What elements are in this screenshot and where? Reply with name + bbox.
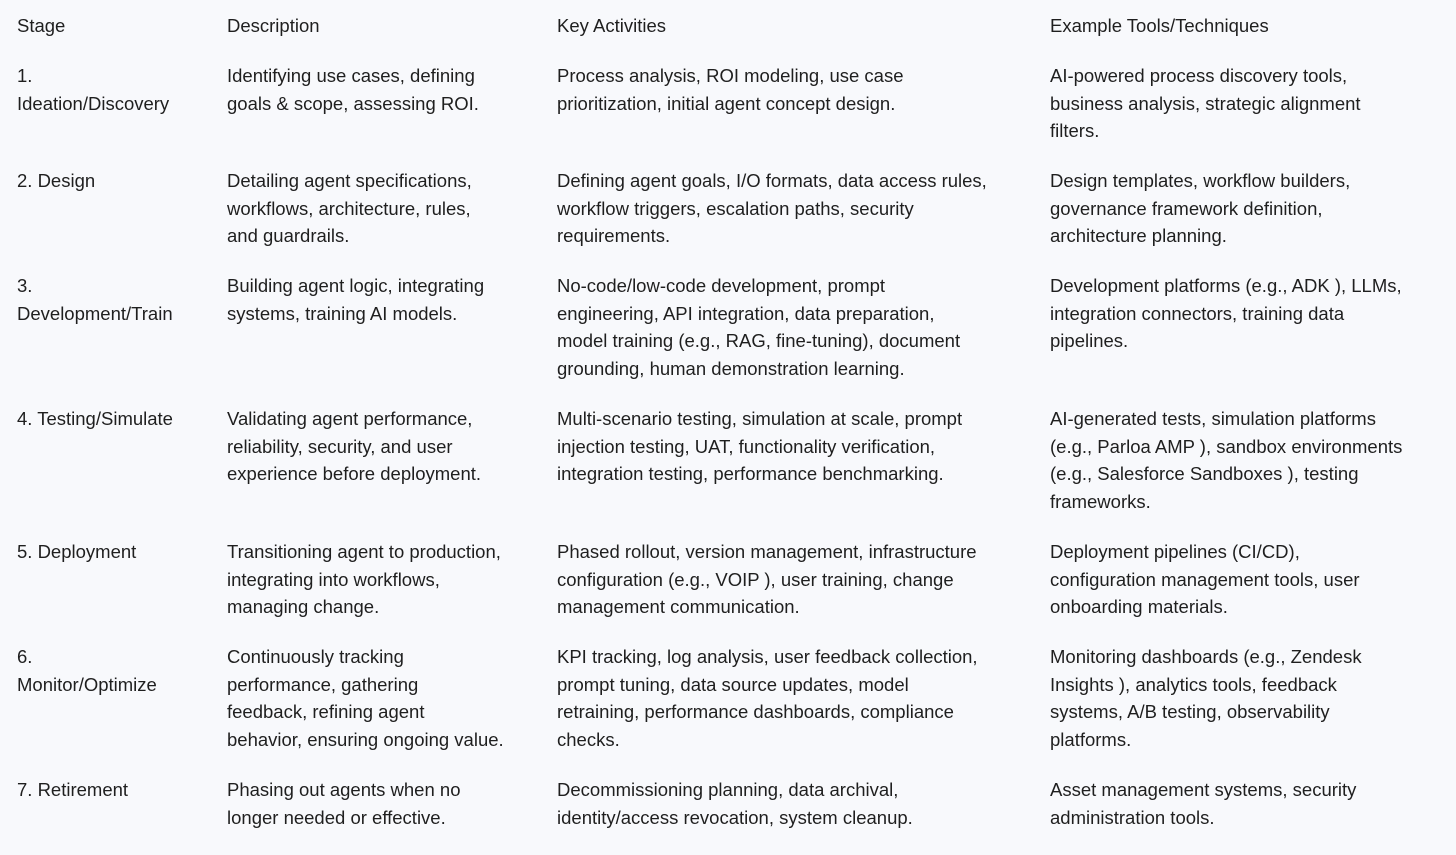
text-line: Insights ), analytics tools, feedback <box>1050 673 1337 695</box>
text-line: 2. Design <box>17 170 96 191</box>
text-line: Monitor/Optimize <box>17 673 157 695</box>
text-line: 3. <box>17 275 33 296</box>
text-line: Phasing out agents when no <box>227 779 461 800</box>
text-line: integration connectors, training data <box>1050 302 1345 324</box>
text-line: (e.g., Salesforce Sandboxes ), testing <box>1050 463 1359 485</box>
stage-cell <box>17 62 212 117</box>
text-line: frameworks. <box>1050 490 1151 512</box>
text-line: AI-generated tests, simulation platforms <box>1050 408 1376 429</box>
text-line: workflow triggers, escalation paths, security <box>557 197 914 219</box>
tools-cell <box>1050 538 1440 621</box>
text-line: and guardrails. <box>227 225 350 247</box>
text-line: AI-powered process discovery tools, <box>1050 65 1348 86</box>
text-line: requirements. <box>557 225 671 247</box>
stage-cell <box>17 643 212 698</box>
text-line: 6. <box>17 646 33 667</box>
text-line: managing change. <box>227 596 380 618</box>
text-line: Defining agent goals, I/O formats, data access rules, <box>557 170 987 191</box>
text-line: Building agent logic, integrating <box>227 275 485 296</box>
text-line: business analysis, strategic alignment <box>1050 92 1361 114</box>
text-line: Continuously tracking <box>227 646 404 667</box>
text-line: injection testing, UAT, functionality verification, <box>557 435 936 457</box>
text-line: Detailing agent specifications, <box>227 170 472 191</box>
text-line: configuration (e.g., VOIP ), user training, change <box>557 568 954 590</box>
text-line: onboarding materials. <box>1050 596 1228 618</box>
text-line: Identifying use cases, defining <box>227 65 475 86</box>
text-line: management communication. <box>557 596 800 618</box>
text-line: identity/access revocation, system cleanup. <box>557 806 913 828</box>
text-line: Development platforms (e.g., ADK ), LLMs, <box>1050 275 1402 296</box>
text-line: 5. Deployment <box>17 541 137 562</box>
text-line: Ideation/Discovery <box>17 92 170 114</box>
description-cell <box>227 272 542 327</box>
text-line: filters. <box>1050 120 1100 142</box>
activities-cell <box>557 643 1032 753</box>
text-line: longer needed or effective. <box>227 806 446 828</box>
text-line: pipelines. <box>1050 330 1129 352</box>
text-line: platforms. <box>1050 728 1132 750</box>
text-line: Monitoring dashboards (e.g., Zendesk <box>1050 646 1362 667</box>
tools-cell <box>1050 272 1440 355</box>
tools-cell <box>1050 167 1440 250</box>
activities-cell <box>557 776 1032 831</box>
text-line: Validating agent performance, <box>227 408 473 429</box>
text-line: checks. <box>557 728 620 750</box>
activities-cell <box>557 62 1032 117</box>
text-line: configuration management tools, user <box>1050 568 1360 590</box>
text-line: reliability, security, and user <box>227 435 453 457</box>
tools-cell <box>1050 643 1440 753</box>
text-line: systems, training AI models. <box>227 302 458 324</box>
description-cell <box>227 776 542 831</box>
text-line: Multi-scenario testing, simulation at scale, prompt <box>557 408 963 429</box>
text-line: architecture planning. <box>1050 225 1227 247</box>
activities-cell <box>557 538 1032 621</box>
text-line: Transitioning agent to production, <box>227 541 501 562</box>
text-line: 7. Retirement <box>17 779 129 800</box>
description-cell <box>227 643 542 753</box>
stage-cell <box>17 538 212 566</box>
text-line: integration testing, performance benchmarking. <box>557 463 944 485</box>
tools-cell <box>1050 776 1440 831</box>
text-line: model training (e.g., RAG, fine-tuning), document <box>557 330 961 352</box>
text-line: Deployment pipelines (CI/CD), <box>1050 541 1300 562</box>
description-cell <box>227 62 542 117</box>
text-line: Process analysis, ROI modeling, use case <box>557 65 904 86</box>
stage-cell <box>17 405 212 433</box>
text-line: Development/Train <box>17 302 173 324</box>
header-example-tools: Example Tools/Techniques <box>1050 15 1269 36</box>
activities-cell <box>557 167 1032 250</box>
text-line: KPI tracking, log analysis, user feedback collection, <box>557 646 978 667</box>
text-line: feedback, refining agent <box>227 701 425 723</box>
text-line: grounding, human demonstration learning. <box>557 357 905 379</box>
tools-cell <box>1050 62 1440 145</box>
description-cell <box>227 405 542 488</box>
text-line: 1. <box>17 65 33 86</box>
stage-cell <box>17 167 212 195</box>
header-description: Description <box>227 15 320 36</box>
text-line: prioritization, initial agent concept design. <box>557 92 896 114</box>
text-line: Decommissioning planning, data archival, <box>557 779 899 800</box>
text-line: 4. Testing/Simulate <box>17 408 173 429</box>
text-line: Phased rollout, version management, infrastructure <box>557 541 977 562</box>
text-line: systems, A/B testing, observability <box>1050 701 1330 723</box>
text-line: integrating into workflows, <box>227 568 440 590</box>
description-cell <box>227 538 542 621</box>
text-line: No-code/low-code development, prompt <box>557 275 886 296</box>
activities-cell <box>557 405 1032 488</box>
header-stage: Stage <box>17 15 66 36</box>
text-line: engineering, API integration, data preparation, <box>557 302 935 324</box>
text-line: Design templates, workflow builders, <box>1050 170 1351 191</box>
text-line: governance framework definition, <box>1050 197 1323 219</box>
text-line: goals & scope, assessing ROI. <box>227 92 479 114</box>
text-line: Asset management systems, security <box>1050 779 1357 800</box>
stage-cell <box>17 272 212 327</box>
text-line: behavior, ensuring ongoing value. <box>227 728 504 750</box>
text-line: prompt tuning, data source updates, model <box>557 673 909 695</box>
text-line: retraining, performance dashboards, compliance <box>557 701 954 723</box>
activities-cell <box>557 272 1032 382</box>
text-line: administration tools. <box>1050 806 1215 828</box>
text-line: performance, gathering <box>227 673 419 695</box>
tools-cell <box>1050 405 1440 515</box>
text-line: workflows, architecture, rules, <box>227 197 471 219</box>
text-line: experience before deployment. <box>227 463 482 485</box>
stage-cell <box>17 776 212 804</box>
text-line: (e.g., Parloa AMP ), sandbox environments <box>1050 435 1403 457</box>
header-key-activities: Key Activities <box>557 15 666 36</box>
description-cell <box>227 167 542 250</box>
